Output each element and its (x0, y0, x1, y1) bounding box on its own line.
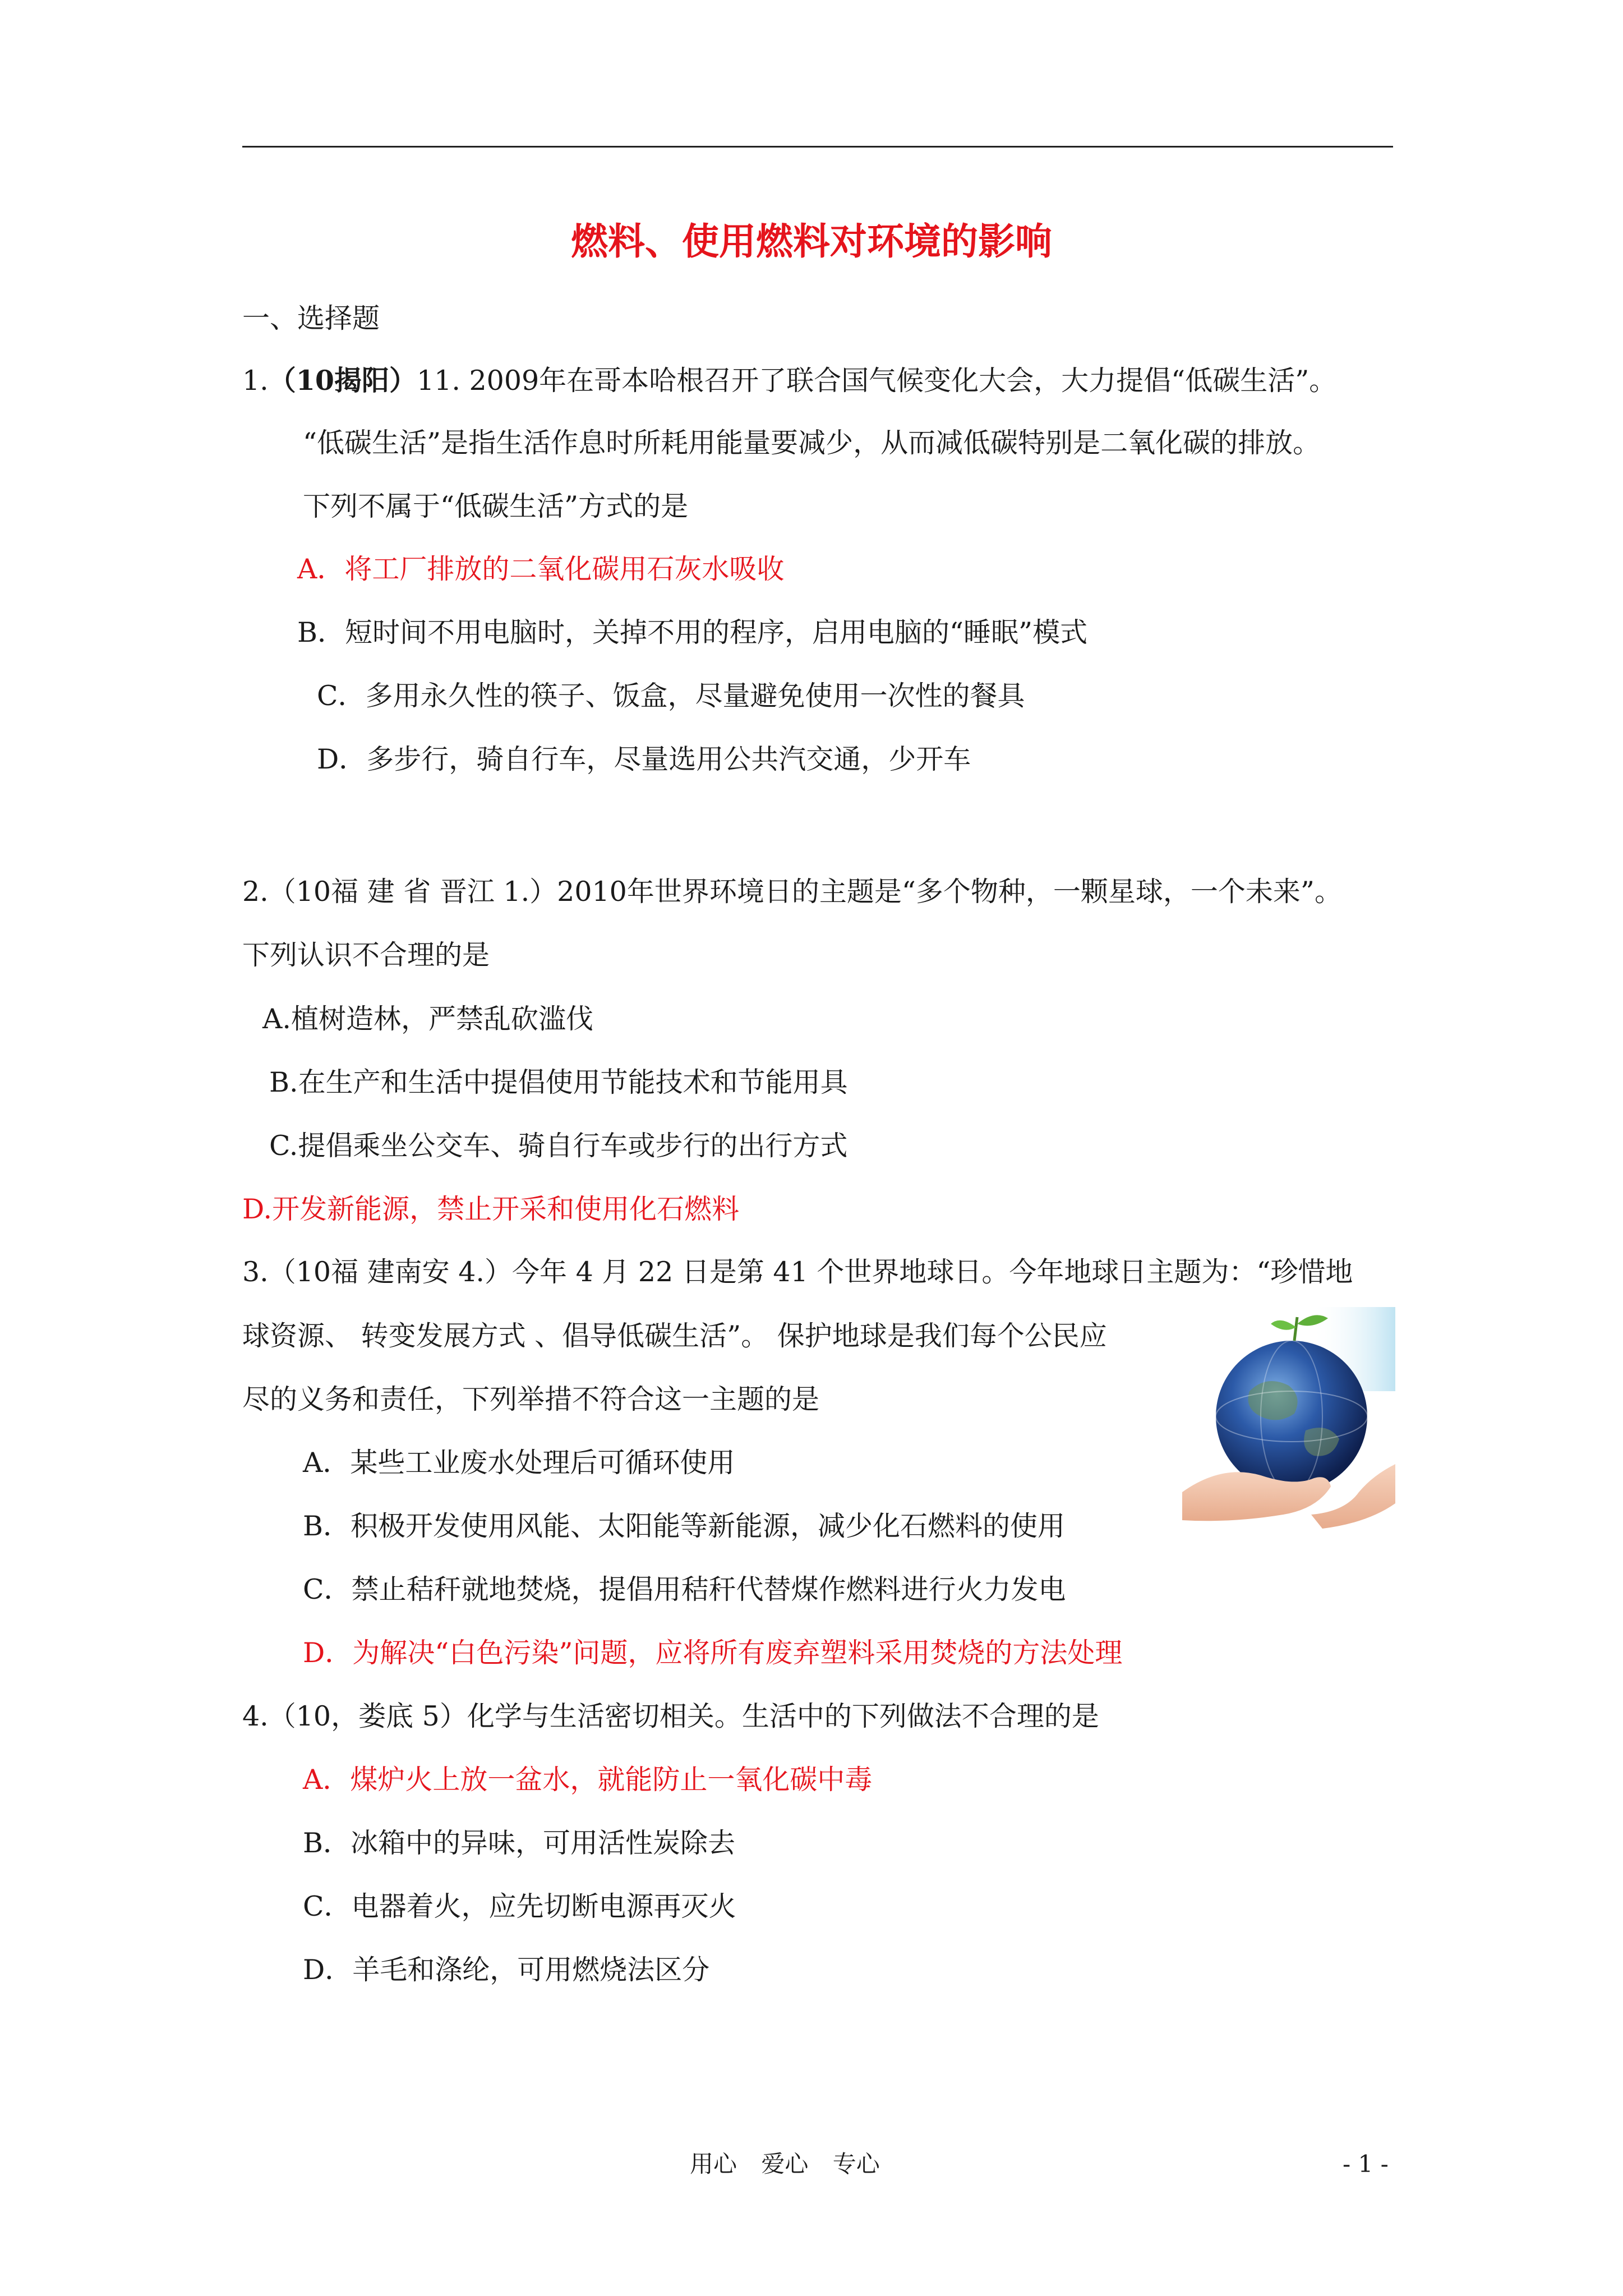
question-2-option-d: D.开发新能源，禁止开采和使用化石燃料 (242, 1193, 740, 1225)
question-3-line-1: 3.（10福 建南安 4.）今年 4 月 22 日是第 41 个世界地球日。今年地球日主题为：“珍惜地 (242, 1256, 1353, 1288)
question-3-option-b: B．积极开发使用风能、太阳能等新能源，减少化石燃料的使用 (303, 1510, 1066, 1542)
question-3-option-a: A．某些工业废水处理后可循环使用 (303, 1447, 735, 1479)
header-rule (242, 146, 1393, 148)
question-1-option-c: C．多用永久性的筷子、饭盒，尽量避免使用一次性的餐具 (317, 680, 1025, 712)
question-3-line-2: 球资源、 转变发展方式 、倡导低碳生活”。 保护地球是我们每个公民应 (242, 1320, 1107, 1352)
question-2-option-c: C.提倡乘坐公交车、骑自行车或步行的出行方式 (269, 1130, 848, 1162)
question-4-option-b: B．冰箱中的异味，可用活性炭除去 (303, 1827, 736, 1859)
question-1-option-a: A．将工厂排放的二氧化碳用石灰水吸收 (297, 553, 785, 585)
question-4-line-1: 4.（10，娄底 5）化学与生活密切相关。生活中的下列做法不合理的是 (242, 1700, 1099, 1732)
globe-in-hands-illustration (1182, 1307, 1395, 1543)
question-3-option-c: C．禁止秸秆就地焚烧，提倡用秸秆代替煤作燃料进行火力发电 (303, 1573, 1066, 1605)
question-1-number: 1. (242, 365, 269, 397)
question-2-line-2: 下列认识不合理的是 (242, 939, 490, 971)
question-3-line-3: 尽的义务和责任，下列举措不符合这一主题的是 (242, 1383, 820, 1415)
question-2-option-b: B.在生产和生活中提倡使用节能技术和节能用具 (269, 1066, 848, 1098)
section-heading: 一、选择题 (242, 302, 380, 334)
question-2-option-a: A.植树造林，严禁乱砍滥伐 (262, 1003, 593, 1035)
question-3-option-d: D．为解决“白色污染”问题，应将所有废弃塑料采用焚烧的方法处理 (303, 1637, 1123, 1669)
question-4-option-d: D．羊毛和涤纶，可用燃烧法区分 (303, 1954, 710, 1986)
question-1-line-1 (242, 364, 1336, 398)
question-1-line-3: 下列不属于“低碳生活”方式的是 (303, 490, 689, 522)
sprout-leaf-icon (1271, 1320, 1296, 1330)
question-4-option-c: C．电器着火，应先切断电源再灭火 (303, 1890, 736, 1922)
footer-slogan: 用心 爱心 专心 (690, 2150, 880, 2178)
globe-icon (1216, 1341, 1367, 1492)
question-1-source: （10揭阳） (268, 364, 417, 397)
sprout-stem (1294, 1317, 1297, 1341)
question-1-line-2: “低碳生活”是指生活作息时所耗用能量要减少，从而减低碳特别是二氧化碳的排放。 (303, 427, 1321, 459)
page-title: 燃料、使用燃料对环境的影响 (571, 219, 1052, 263)
question-1-option-b: B．短时间不用电脑时，关掉不用的程序，启用电脑的“睡眠”模式 (297, 616, 1088, 648)
question-1-option-d: D．多步行，骑自行车，尽量选用公共汽交通，少开车 (317, 743, 971, 775)
question-1-stem: 11. 2009年在哥本哈根召开了联合国气候变化大会，大力提倡“低碳生活”。 (416, 365, 1337, 397)
question-4-option-a: A．煤炉火上放一盆水，就能防止一氧化碳中毒 (303, 1764, 873, 1796)
question-2-line-1: 2.（10福 建 省 晋江 1.）2010年世界环境日的主题是“多个物种，一颗星球，一个未来”。 (242, 876, 1342, 908)
page-number: - 1 - (1343, 2150, 1389, 2178)
